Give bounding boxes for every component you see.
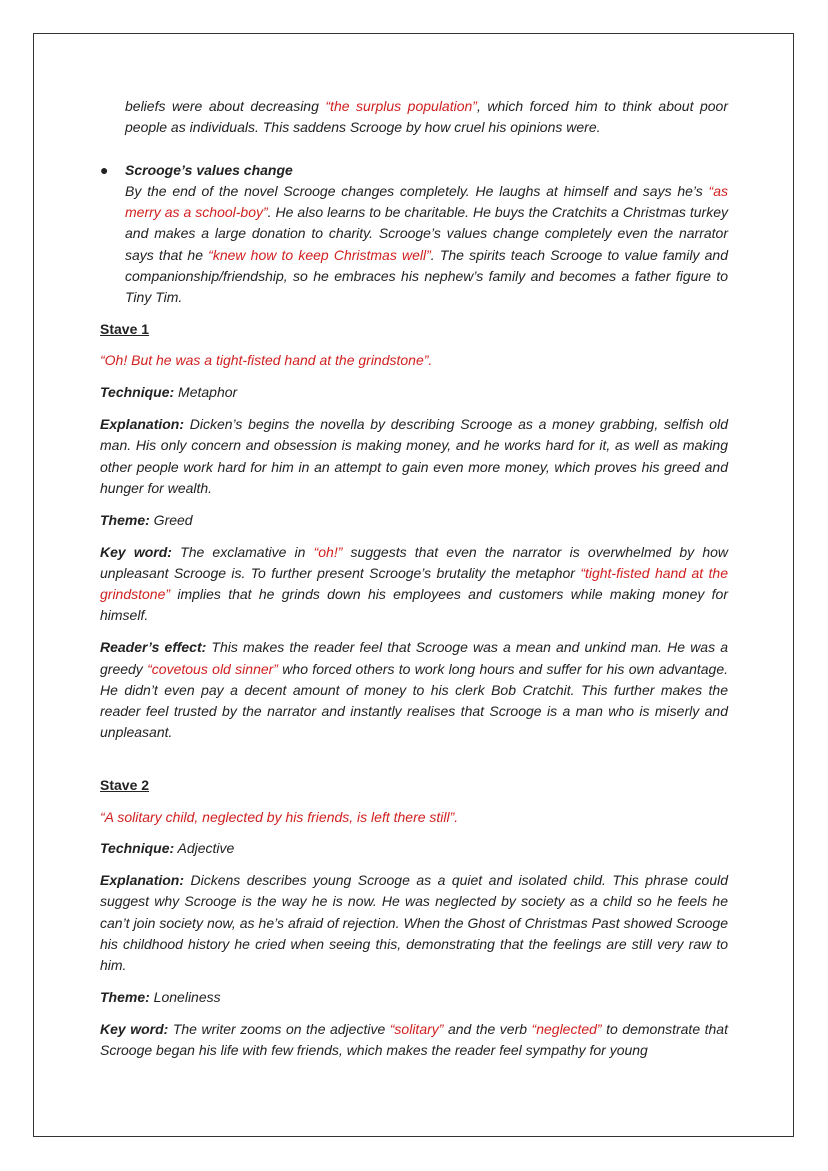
quote: “covetous old sinner” <box>147 660 278 677</box>
quote: “oh!” <box>313 543 343 560</box>
quote: “neglected” <box>531 1020 602 1037</box>
label: Technique: <box>100 840 175 857</box>
text: The exclamative in <box>171 543 314 560</box>
label: Key word: <box>100 1020 169 1037</box>
text: Metaphor <box>174 384 238 401</box>
label: Key word: <box>100 543 172 560</box>
stave2-technique <box>100 838 728 859</box>
text: . He also learns to be charitable. He buys the Cratchits a Christmas turkey and makes a large donation to charity. Scrooge’s values change completely even the narrator says that he <box>125 204 728 263</box>
text: Greed <box>149 511 193 528</box>
bullet-title: Scrooge’s values change <box>125 161 293 178</box>
stave1-heading: Stave 1 <box>100 320 150 337</box>
stave1-technique <box>100 382 728 403</box>
text: Loneliness <box>149 989 221 1006</box>
label: Explanation: <box>100 416 185 433</box>
text: and the verb <box>443 1020 532 1037</box>
text: who forced others to work long hours and suffer for his own advantage. He didn’t even pay a decent amount of money to his clerk Bob Cratchit. This further makes the reader feel trusted by the narrator and instantly realises that Scrooge is a man who is miserly and unpleasant. <box>100 660 728 741</box>
text: Adjective <box>174 840 235 857</box>
bullet-icon: ● <box>100 161 109 178</box>
stave2-quote: “A solitary child, neglected by his friends, is left there still”. <box>100 808 459 825</box>
label: Theme: <box>100 511 150 528</box>
quote: “solitary” <box>389 1020 444 1037</box>
stave1-readers-effect <box>100 637 728 743</box>
intro-paragraph <box>100 96 728 139</box>
bullet-item <box>100 160 728 309</box>
stave1-theme <box>100 510 728 531</box>
quote: “as merry as a school-boy” <box>125 182 728 221</box>
quote: “the surplus population” <box>325 98 477 114</box>
stave1-explanation <box>100 414 728 499</box>
text: Dicken’s begins the novella by describing Scrooge as a money grabbing, selfish old man. His only concern and obsession is making money, and he works hard for it, as well as making other people work hard for him in an attempt to gain even more money, which proves his greed and hunger for wealth. <box>100 416 728 496</box>
stave1-keyword <box>100 542 728 627</box>
stave1-quote: “Oh! But he was a tight-fisted hand at the grindstone”. <box>100 352 433 369</box>
text: This makes the reader feel that Scrooge was a mean and unkind man. He was a greedy <box>100 639 728 677</box>
text: implies that he grinds down his employees and customers while making money for himself. <box>100 586 728 624</box>
stave2-keyword <box>100 1019 728 1062</box>
quote: “tight-fisted hand at the grindstone” <box>100 564 728 603</box>
label: Technique: <box>100 384 175 401</box>
text: The writer zooms on the adjective <box>168 1020 390 1037</box>
text: Dickens describes young Scrooge as a quiet and isolated child. This phrase could suggest why Scrooge is the way he is now. He was neglected by society as a child so he feels he can’t join society now, as he’s afraid of rejection. When the Ghost of Christmas Past showed Scrooge his childhood history he cried when seeing this, demonstrating that the feelings are still very raw to him. <box>100 872 728 974</box>
quote: “knew how to keep Christmas well” <box>208 246 431 263</box>
text: suggests that even the narrator is overwhelmed by how unpleasant Scrooge is. To further present Scrooge’s brutality the metaphor <box>100 543 728 581</box>
text: to demonstrate that Scrooge began his life with few friends, which makes the reader feel sympathy for young <box>100 1020 728 1059</box>
label: Explanation: <box>100 872 185 889</box>
stave2-theme <box>100 987 728 1008</box>
text: . The spirits teach Scrooge to value family and companionship/friendship, so he embraces his nephew’s family and becomes a father figure to Tiny Tim. <box>125 246 729 306</box>
bullet-paragraph <box>125 181 728 309</box>
text: , which forced him to think about poor people as individuals. This saddens Scrooge by how cruel his opinions were. <box>125 98 728 136</box>
document-body <box>100 96 728 1061</box>
stave2-heading: Stave 2 <box>100 776 150 793</box>
label: Theme: <box>100 989 150 1006</box>
stave2-explanation <box>100 870 728 976</box>
text: beliefs were about decreasing <box>125 98 326 114</box>
label: Reader’s effect: <box>100 639 207 656</box>
text: By the end of the novel Scrooge changes completely. He laughs at himself and says he’s <box>125 182 709 199</box>
